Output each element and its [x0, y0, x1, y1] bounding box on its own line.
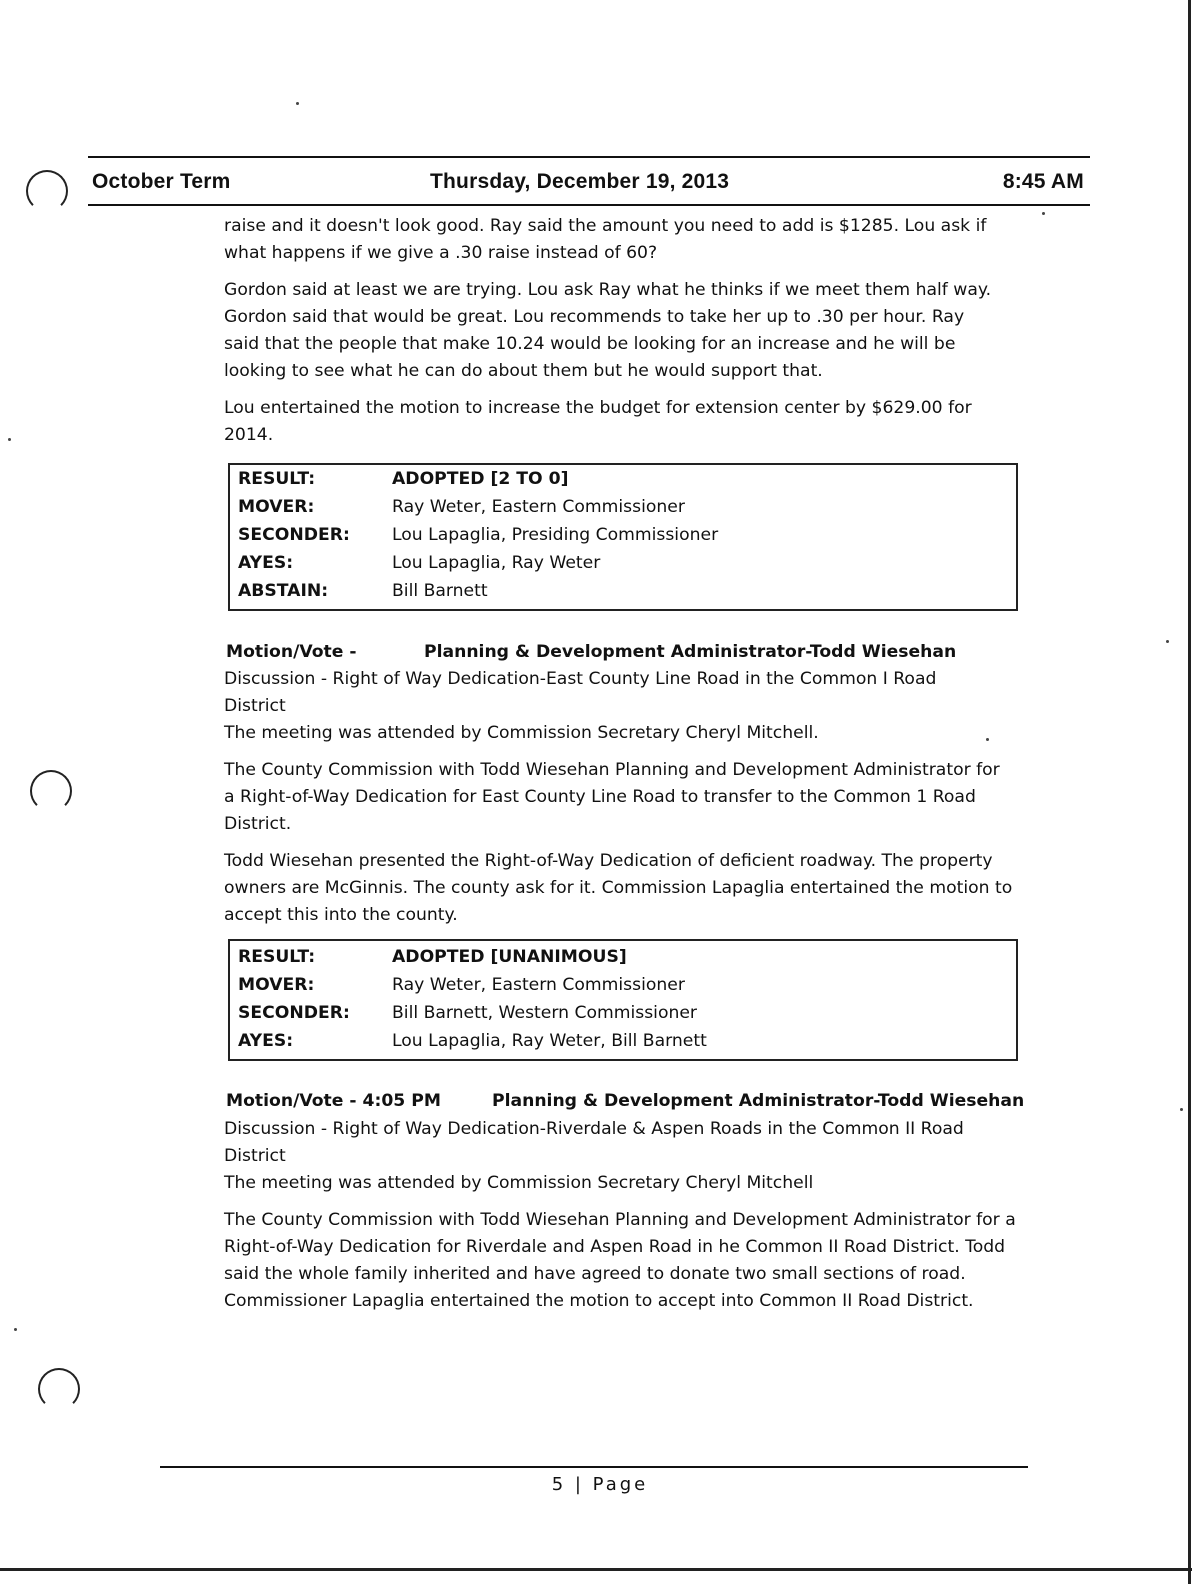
- page-frame-right: [1188, 0, 1191, 1584]
- section1-text: [224, 213, 1024, 449]
- scan-speck: [1042, 212, 1045, 215]
- vote-value: Lou Lapaglia, Ray Weter, Bill Barnett: [392, 1031, 707, 1051]
- vote-label: ABSTAIN:: [238, 581, 329, 601]
- binder-hole-top: [26, 170, 68, 212]
- vote-value: Lou Lapaglia, Presiding Commissioner: [392, 525, 719, 545]
- vote-label: AYES:: [238, 1031, 294, 1051]
- paragraph: Gordon said at least we are trying. Lou ask Ray what he thinks if we meet them half way. Gordon said that would be great. Lou recommends to take her up to .30 per hour. Ray said that the people that make 10.24 would be looking for an increase and he will be looking to see what he can do about them but he would support that.: [224, 280, 992, 381]
- page-header: [88, 156, 1090, 206]
- motion-heading-2: [226, 642, 957, 662]
- discussion-line: Discussion - Right of Way Dedication-Riverdale & Aspen Roads in the Common II Road District: [224, 1119, 964, 1166]
- vote-row-result: [230, 467, 1016, 495]
- motion-heading-label: Motion/Vote - 4:05 PM: [226, 1091, 441, 1111]
- vote-value: Ray Weter, Eastern Commissioner: [392, 497, 685, 517]
- vote-value: Bill Barnett, Western Commissioner: [392, 1003, 698, 1023]
- paragraph: raise and it doesn't look good. Ray said the amount you need to add is $1285. Lou ask if what happens if we give a .30 raise instead of 60?: [224, 216, 987, 263]
- scan-speck: [1166, 640, 1169, 643]
- motion-heading-title: Planning & Development Administrator-Todd Wiesehan: [424, 642, 957, 662]
- meeting-time: 8:45 AM: [1002, 170, 1084, 193]
- vote-row-ayes: [230, 1029, 1016, 1057]
- vote-value: ADOPTED [2 TO 0]: [392, 469, 569, 489]
- vote-label: SECONDER:: [238, 1003, 350, 1023]
- vote-result-box-2: [228, 939, 1018, 1061]
- vote-value: ADOPTED [UNANIMOUS]: [392, 947, 627, 967]
- vote-value: Ray Weter, Eastern Commissioner: [392, 975, 685, 995]
- page-number: 5 | Page: [551, 1474, 649, 1495]
- vote-label: MOVER:: [238, 975, 315, 995]
- meeting-date: Thursday, December 19, 2013: [430, 170, 730, 193]
- paragraph: Lou entertained the motion to increase the budget for extension center by $629.00 for 2014.: [224, 398, 972, 445]
- discussion-line: Discussion - Right of Way Dedication-East County Line Road in the Common I Road District: [224, 669, 937, 716]
- attendance-line: The meeting was attended by Commission Secretary Cheryl Mitchell.: [224, 723, 819, 743]
- scan-speck: [14, 1328, 17, 1331]
- binder-hole-middle: [30, 770, 72, 812]
- motion-heading-label: Motion/Vote -: [226, 642, 357, 662]
- vote-label: AYES:: [238, 553, 294, 573]
- vote-row-ayes: [230, 551, 1016, 579]
- vote-value: Bill Barnett: [392, 581, 488, 601]
- vote-label: SECONDER:: [238, 525, 350, 545]
- vote-row-mover: [230, 495, 1016, 523]
- vote-label: MOVER:: [238, 497, 315, 517]
- footer-rule: [160, 1466, 1028, 1468]
- attendance-line: The meeting was attended by Commission Secretary Cheryl Mitchell: [224, 1173, 814, 1193]
- motion3-text: [224, 1116, 1024, 1315]
- paragraph: The County Commission with Todd Wiesehan Planning and Development Administrator for a Right-of-Way Dedication for Riverdale and Aspen Road in he Common II Road District. Todd said the whole family inherited and have agreed to donate two small sections of road. Commissioner Lapaglia entertained the motion to accept into Common II Road District.: [224, 1210, 1016, 1311]
- page-frame-bottom: [0, 1568, 1192, 1571]
- binder-hole-bottom: [38, 1368, 80, 1410]
- vote-value: Lou Lapaglia, Ray Weter: [392, 553, 601, 573]
- vote-row-mover: [230, 973, 1016, 1001]
- motion2-text: [224, 666, 1024, 929]
- vote-row-seconder: [230, 1001, 1016, 1029]
- paragraph: Todd Wiesehan presented the Right-of-Way Dedication of deficient roadway. The property owners are McGinnis. The county ask for it. Commission Lapaglia entertained the motion to accept this into the county.: [224, 851, 1013, 925]
- paragraph: The County Commission with Todd Wiesehan Planning and Development Administrator for a Right-of-Way Dedication for East County Line Road to transfer to the Common 1 Road District.: [224, 760, 1000, 834]
- vote-row-result: [230, 945, 1016, 973]
- scan-speck: [8, 438, 11, 441]
- vote-label: RESULT:: [238, 469, 316, 489]
- scan-speck: [296, 102, 299, 105]
- vote-result-box-1: [228, 463, 1018, 611]
- motion-heading-title: Planning & Development Administrator-Todd Wiesehan: [492, 1091, 1025, 1111]
- scan-speck: [1180, 1108, 1183, 1111]
- motion-heading-3: [226, 1091, 1025, 1111]
- vote-label: RESULT:: [238, 947, 316, 967]
- vote-row-abstain: [230, 579, 1016, 607]
- vote-row-seconder: [230, 523, 1016, 551]
- term-label: October Term: [92, 170, 231, 193]
